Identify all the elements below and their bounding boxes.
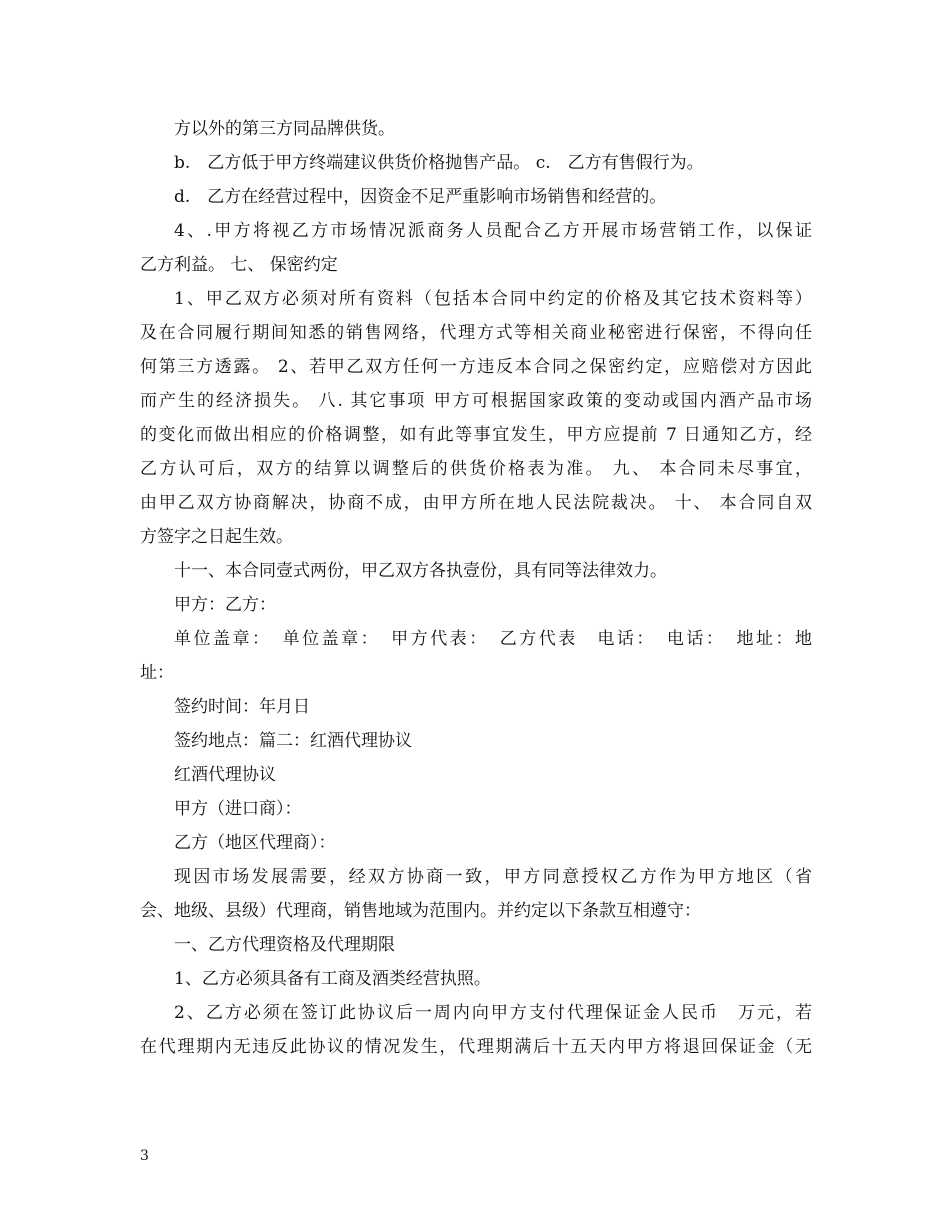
text-line: 及在合同履行期间知悉的销售网络，代理方式等相关商业秘密进行保密，不得向任 bbox=[140, 323, 812, 343]
text-line: 址： bbox=[140, 663, 174, 683]
text-line: 乙方认可后，双方的结算以调整后的供货价格表为准。 九、 本合同未尽事宜， bbox=[140, 459, 812, 479]
text-line: d. 乙方在经营过程中，因资金不足严重影响市场销售和经营的。 bbox=[174, 187, 667, 207]
text-line: 在代理期内无违反此协议的情况发生，代理期满后十五天内甲方将退回保证金（无 bbox=[140, 1037, 812, 1057]
text-line: 4、.甲方将视乙方市场情况派商务人员配合乙方开展市场营销工作，以保证 bbox=[174, 221, 812, 241]
text-line: 乙方（地区代理商）： bbox=[174, 833, 336, 853]
text-line: 甲方：乙方： bbox=[174, 595, 276, 615]
text-line: 甲方（进口商）： bbox=[174, 799, 302, 819]
document-body bbox=[140, 112, 812, 1064]
text-line: 签约时间：年月日 bbox=[174, 697, 310, 717]
text-line: 单位盖章： 单位盖章： 甲方代表： 乙方代表 电话： 电话： 地址：地 bbox=[174, 629, 812, 649]
text-line: 而产生的经济损失。 八. 其它事项 甲方可根据国家政策的变动或国内酒产品市场 bbox=[140, 391, 812, 411]
text-line: 何第三方透露。 2、若甲乙双方任何一方违反本合同之保密约定，应赔偿对方因此 bbox=[140, 357, 812, 377]
text-line: 的变化而做出相应的价格调整，如有此等事宜发生，甲方应提前 7 日通知乙方，经 bbox=[140, 425, 812, 445]
text-line: 签约地点：篇二：红酒代理协议 bbox=[174, 731, 412, 751]
text-line: 现因市场发展需要，经双方协商一致，甲方同意授权乙方作为甲方地区（省 bbox=[174, 867, 812, 887]
page-number: 3 bbox=[140, 1148, 149, 1164]
text-line: 方签字之日起生效。 bbox=[140, 527, 293, 547]
text-line: b. 乙方低于甲方终端建议供货价格抛售产品。 c. 乙方有售假行为。 bbox=[174, 153, 704, 173]
text-line: 1、乙方必须具备有工商及酒类经营执照。 bbox=[174, 969, 491, 989]
text-line: 乙方利益。 七、 保密约定 bbox=[140, 255, 338, 275]
text-line: 2、乙方必须在签订此协议后一周内向甲方支付代理保证金人民币 万元，若 bbox=[174, 1003, 812, 1023]
text-line: 方以外的第三方同品牌供货。 bbox=[174, 119, 395, 139]
text-line: 红酒代理协议 bbox=[174, 765, 276, 785]
text-line: 1、甲乙双方必须对所有资料（包括本合同中约定的价格及其它技术资料等） bbox=[174, 289, 812, 309]
text-line: 十一、本合同壹式两份，甲乙双方各执壹份，具有同等法律效力。 bbox=[174, 561, 667, 581]
text-line: 一、乙方代理资格及代理期限 bbox=[174, 935, 395, 955]
text-line: 由甲乙双方协商解决，协商不成，由甲方所在地人民法院裁决。 十、 本合同自双 bbox=[140, 493, 812, 513]
text-line: 会、地级、县级）代理商，销售地域为范围内。并约定以下条款互相遵守： bbox=[140, 901, 701, 921]
